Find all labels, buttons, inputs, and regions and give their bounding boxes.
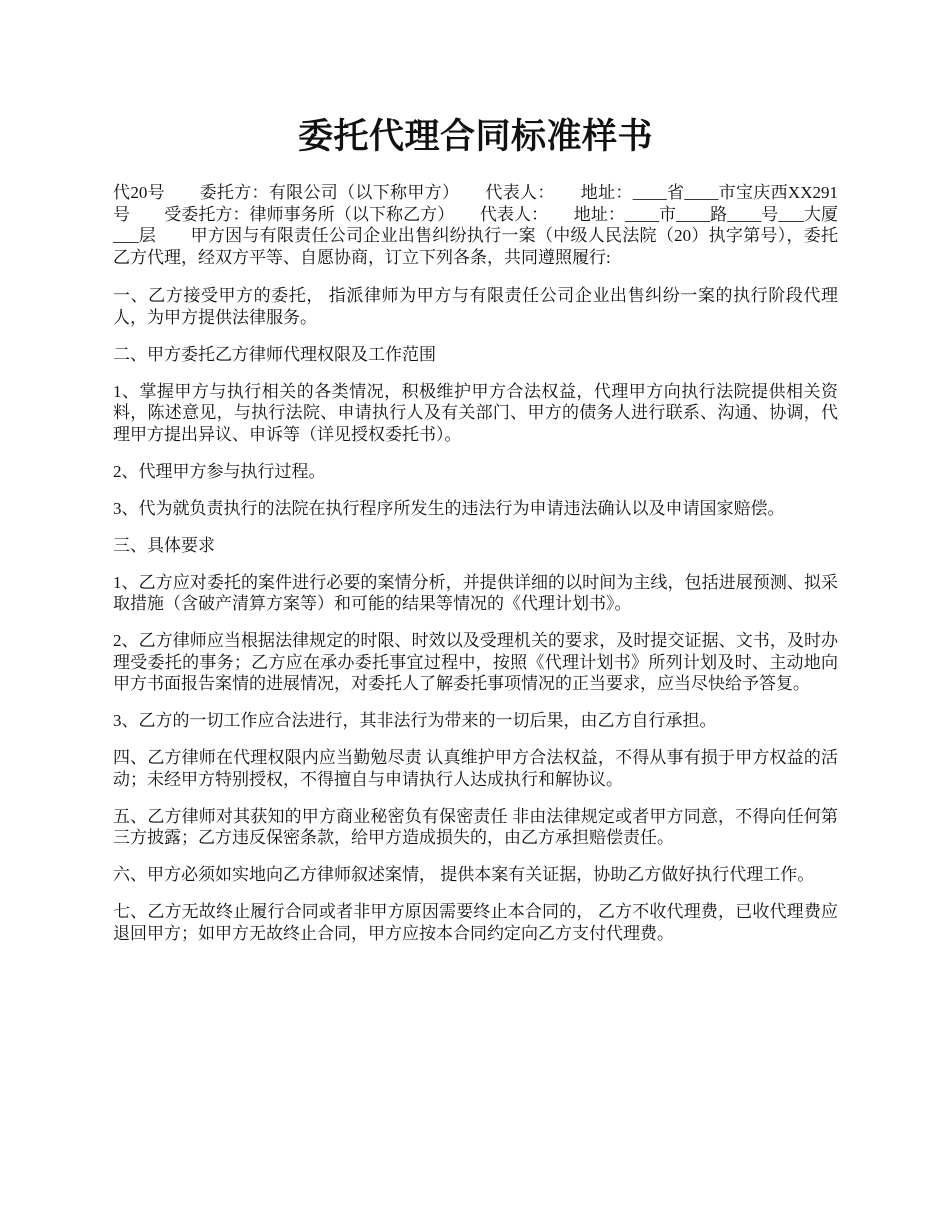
document-body [113,182,838,944]
clause-7: 七、乙方无故终止履行合同或者非甲方原因需要终止本合同的， 乙方不收代理费，已收代理费应退回甲方；如甲方无故终止合同，甲方应按本合同约定向乙方支付代理费。 [113,902,838,943]
clause-2-2: 2、代理甲方参与执行过程。 [113,461,326,481]
section-heading-2: 二、甲方委托乙方律师代理权限及工作范围 [113,344,436,364]
clause-3-3: 3、乙方的一切工作应合法进行，其非法行为带来的一切后果，由乙方自行承担。 [113,711,717,730]
clause-5: 五、乙方律师对其获知的甲方商业秘密负有保密责任 非由法律规定或者甲方同意，不得向任何第三方披露；乙方违反保密条款，给甲方造成损失的，由乙方承担赔偿责任。 [113,806,838,847]
section-heading-3: 三、具体要求 [113,535,215,555]
clause-1: 一、乙方接受甲方的委托， 指派律师为甲方与有限责任公司企业出售纠纷一案的执行阶段代理人，为甲方提供法律服务。 [113,286,838,327]
clause-2-1: 1、掌握甲方与执行相关的各类情况，积极维护甲方合法权益，代理甲方向执行法院提供相关资料，陈述意见，与执行法院、申请执行人及有关部门、甲方的债务人进行联系、沟通、协调，代理甲方提出异议、申诉等（详见授权委托书）。 [113,381,838,444]
clause-2-3: 3、代为就负责执行的法院在执行程序所发生的违法行为申请违法确认以及申请国家赔偿。 [113,498,785,518]
clause-4: 四、乙方律师在代理权限内应当勤勉尽责 认真维护甲方合法权益，不得从事有损于甲方权益的活动；未经甲方特别授权，不得擅自与申请执行人达成执行和解协议。 [113,748,838,789]
clause-3-2: 2、乙方律师应当根据法律规定的时限、时效以及受理机关的要求，及时提交证据、文书，及时办理受委托的事务；乙方应在承办委托事宜过程中，按照《代理计划书》所列计划及时、主动地向甲方书面报告案情的进展情况，对委托人了解委托事项情况的正当要求，应当尽快给予答复。 [113,631,838,693]
clause-6: 六、甲方必须如实地向乙方律师叙述案情， 提供本案有关证据，协助乙方做好执行代理工作。 [113,865,815,884]
clause-3-1: 1、乙方应对委托的案件进行必要的案情分析，并提供详细的以时间为主线，包括进展预测、拟采取措施（含破产清算方案等）和可能的结果等情况的《代理计划书》。 [113,572,838,613]
contract-header-paragraph: 代20号 委托方：有限公司（以下称甲方） 代表人： 地址：____省____市宝庆西XX291号 受委托方：律师事务所（以下称乙方） 代表人： 地址：____市____路____号___大厦___层 甲方因与有限责任公司企业出售纠纷执行一案（中级人民法院（20）执字第号），委托乙方代理，经双方平等、自愿协商，订立下列各条，共同遵照履行: [113,183,838,267]
document-title: 委托代理合同标准样书 [297,117,653,156]
